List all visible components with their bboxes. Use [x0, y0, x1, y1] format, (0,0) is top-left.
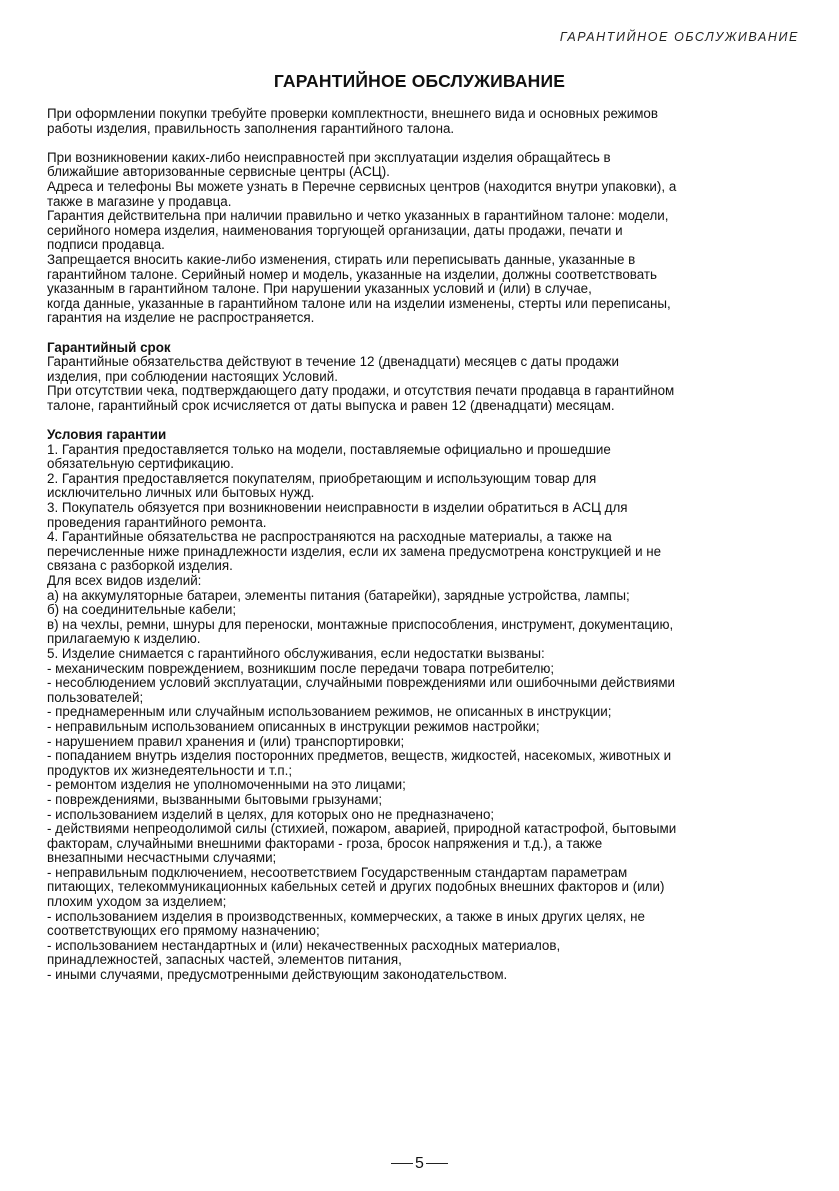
conditions-line: в) на чехлы, ремни, шнуры для переноски, монтажные приспособления, инструмент, документацию,: [47, 616, 674, 632]
conditions-line: б) на соединительные кабели;: [47, 602, 237, 618]
page-number: [0, 1155, 839, 1173]
conditions-line: плохим уходом за изделием;: [47, 894, 227, 910]
conditions-line: питающих, телекоммуникационных кабельных сетей и других подобных внешних факторов и (или): [47, 879, 665, 895]
conditions-line: - использованием изделий в целях, для которых оно не предназначено;: [47, 806, 495, 822]
conditions-line: а) на аккумуляторные батареи, элементы питания (батарейки), зарядные устройства, лампы;: [47, 587, 630, 603]
conditions-line: - нарушением правил хранения и (или) транспортировки;: [47, 733, 405, 749]
conditions-line: проведения гарантийного ремонта.: [47, 514, 267, 530]
conditions-line: 1. Гарантия предоставляется только на модели, поставляемые официально и прошедшие: [47, 441, 611, 457]
conditions-line: обязательную сертификацию.: [47, 456, 234, 472]
page-title: ГАРАНТИЙНОЕ ОБСЛУЖИВАНИЕ: [273, 71, 566, 91]
conditions-line: принадлежностей, запасных частей, элементов питания,: [47, 952, 402, 968]
conditions-line: - неправильным использованием описанных в инструкции режимов настройки;: [47, 718, 540, 734]
warranty-period-line: талоне, гарантийный срок исчисляется от даты выпуска и равен 12 (двенадцати) месяцам.: [47, 397, 615, 413]
general-line: также в магазине у продавца.: [47, 193, 232, 209]
paragraph-gap: [47, 136, 807, 151]
conditions-line: - несоблюдением условий эксплуатации, случайными повреждениями или ошибочными действиями: [47, 675, 676, 691]
intro-line: При оформлении покупки требуйте проверки комплектности, внешнего вида и основных режимов: [47, 106, 658, 121]
conditions-line: внезапными несчастными случаями;: [47, 850, 277, 866]
conditions-line: факторам, случайными внешними факторами - гроза, бросок напряжения и т.д.), а также: [47, 835, 603, 851]
conditions-line: 4. Гарантийные обязательства не распространяются на расходные материалы, а также на: [47, 529, 612, 545]
conditions-line: 5. Изделие снимается с гарантийного обслуживания, если недостатки вызваны:: [47, 645, 545, 661]
warranty-period-line: изделия, при соблюдении настоящих Условий.: [47, 368, 338, 384]
conditions-line: Для всех видов изделий:: [47, 573, 202, 588]
paragraph-gap: [47, 413, 807, 428]
conditions-line: - повреждениями, вызванными бытовыми грызунами;: [47, 791, 383, 807]
conditions-line: - неправильным подключением, несоответствием Государственным стандартам параметрам: [47, 864, 628, 880]
conditions-line: 3. Покупатель обязуется при возникновении неисправности в изделии обратиться в АСЦ для: [47, 500, 628, 516]
general-line: серийного номера изделия, наименования торгующей организации, даты продажи, печати и: [47, 222, 623, 238]
conditions-line: - преднамеренным или случайным использованием режимов, не описанных в инструкции;: [47, 704, 612, 720]
conditions-line: пользователей;: [47, 689, 144, 705]
general-line: когда данные, указанные в гарантийном талоне или на изделии изменены, стерты или переписаны,: [47, 295, 671, 311]
general-line: Запрещается вносить какие-либо изменения, стирать или переписывать данные, указанные в: [47, 251, 636, 267]
document-body: [47, 107, 807, 983]
page-number-dash-left: [391, 1163, 413, 1164]
warranty-period-heading: Гарантийный срок: [47, 339, 171, 355]
conditions-line: - иными случаями, предусмотренными действующим законодательством.: [47, 967, 508, 983]
page-number-dash-right: [426, 1163, 448, 1164]
warranty-period-line: Гарантийные обязательства действуют в течение 12 (двенадцати) месяцев с даты продажи: [47, 354, 619, 370]
paragraph-gap: [47, 326, 807, 341]
conditions-line: - действиями непреодолимой силы (стихией, пожаром, аварией, природной катастрофой, бытовыми: [47, 821, 677, 837]
conditions-line: - использованием нестандартных и (или) некачественных расходных материалов,: [47, 937, 561, 953]
intro-line: работы изделия, правильность заполнения гарантийного талона.: [47, 120, 455, 136]
page-number-value: 5: [415, 1155, 424, 1172]
running-header: ГАРАНТИЙНОЕ ОБСЛУЖИВАНИЕ: [559, 30, 799, 44]
conditions-line: - ремонтом изделия не уполномоченными на это лицами;: [47, 777, 406, 793]
conditions-line: исключительно личных или бытовых нужд.: [47, 485, 315, 501]
general-line: Адреса и телефоны Вы можете узнать в Перечне сервисных центров (находится внутри упаковки), а: [47, 178, 677, 194]
warranty-period-line: При отсутствии чека, подтверждающего дату продажи, и отсутствия печати продавца в гарантийном: [47, 383, 675, 399]
conditions-line: связана с разборкой изделия.: [47, 558, 233, 574]
conditions-line: - попаданием внутрь изделия посторонних предметов, веществ, жидкостей, насекомых, животных и: [47, 748, 672, 764]
conditions-line: соответствующих его прямому назначению;: [47, 923, 320, 939]
conditions-line: - механическим повреждением, возникшим после передачи товара потребителю;: [47, 660, 555, 676]
conditions-line: перечисленные ниже принадлежности изделия, если их замена предусмотрена конструкцией и не: [47, 543, 662, 559]
general-line: гарантийном талоне. Серийный номер и модель, указанные на изделии, должны соответствовать: [47, 266, 658, 282]
conditions-line: продуктов их жизнедеятельности и т.п.;: [47, 762, 293, 778]
conditions-line: прилагаемую к изделию.: [47, 631, 201, 647]
general-line: гарантия на изделие не распространяется.: [47, 310, 315, 326]
conditions-line: - использованием изделия в производственных, коммерческих, а также в иных других целях, не: [47, 908, 645, 924]
general-line: Гарантия действительна при наличии правильно и четко указанных в гарантийном талоне: модели,: [47, 208, 669, 224]
general-line: ближайшие авторизованные сервисные центры (АСЦ).: [47, 164, 390, 180]
general-line: указанным в гарантийном талоне. При нарушении указанных условий и (или) в случае,: [47, 281, 592, 297]
conditions-heading: Условия гарантии: [47, 427, 167, 443]
general-line: При возникновении каких-либо неисправностей при эксплуатации изделия обращайтесь в: [47, 149, 611, 165]
general-line: подписи продавца.: [47, 237, 165, 253]
conditions-line: 2. Гарантия предоставляется покупателям, приобретающим и использующим товар для: [47, 470, 597, 486]
